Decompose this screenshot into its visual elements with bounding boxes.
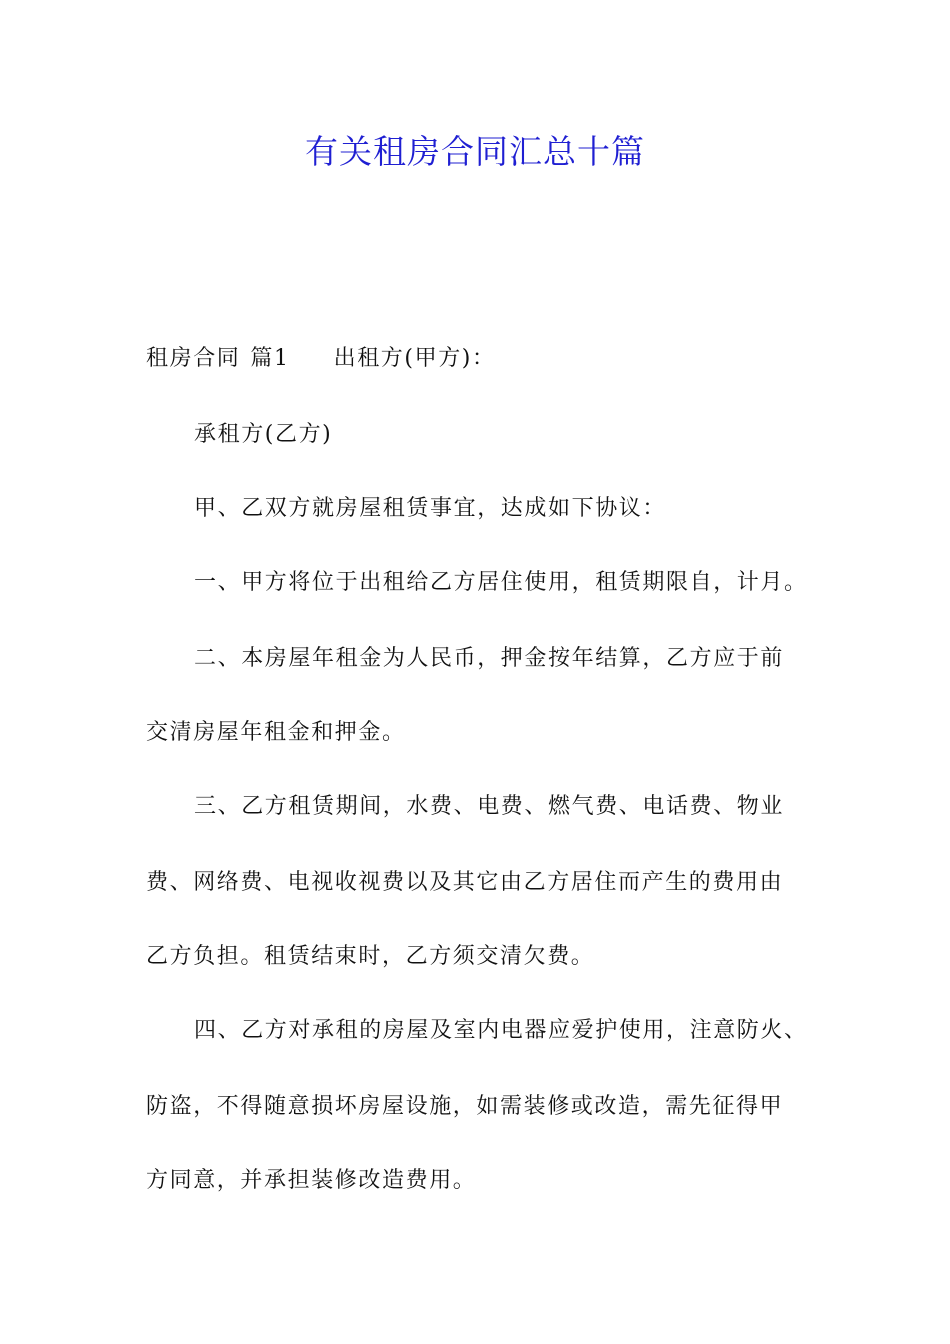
paragraph-line: 承租方(乙方) [194,422,333,447]
section-number: 篇1 [250,346,290,371]
section-heading-line [146,344,496,374]
paragraph-line: 一、甲方将位于出租给乙方居住使用，租赁期限自，计月。 [194,570,808,595]
paragraph-line: 三、乙方租赁期间，水费、电费、燃气费、电话费、物业 [194,794,785,819]
section-label: 租房合同 [146,346,241,371]
paragraph-line: 二、本房屋年租金为人民币，押金按年结算，乙方应于前 [194,646,785,671]
lessor-label: 出租方(甲方)： [333,346,496,371]
paragraph-line: 防盗，不得随意损坏房屋设施，如需装修或改造，需先征得甲 [146,1094,784,1119]
paragraph-line: 交清房屋年租金和押金。 [146,720,406,745]
paragraph-line: 甲、乙双方就房屋租赁事宜，达成如下协议： [194,496,667,521]
paragraph-line: 四、乙方对承租的房屋及室内电器应爱护使用，注意防火、 [194,1018,808,1043]
paragraph-line: 费、网络费、电视收视费以及其它由乙方居住而产生的费用由 [146,870,784,895]
paragraph-line: 方同意，并承担装修改造费用。 [146,1168,477,1193]
paragraph-line: 乙方负担。租赁结束时，乙方须交清欠费。 [146,944,595,969]
document-title: 有关租房合同汇总十篇 [305,132,645,171]
